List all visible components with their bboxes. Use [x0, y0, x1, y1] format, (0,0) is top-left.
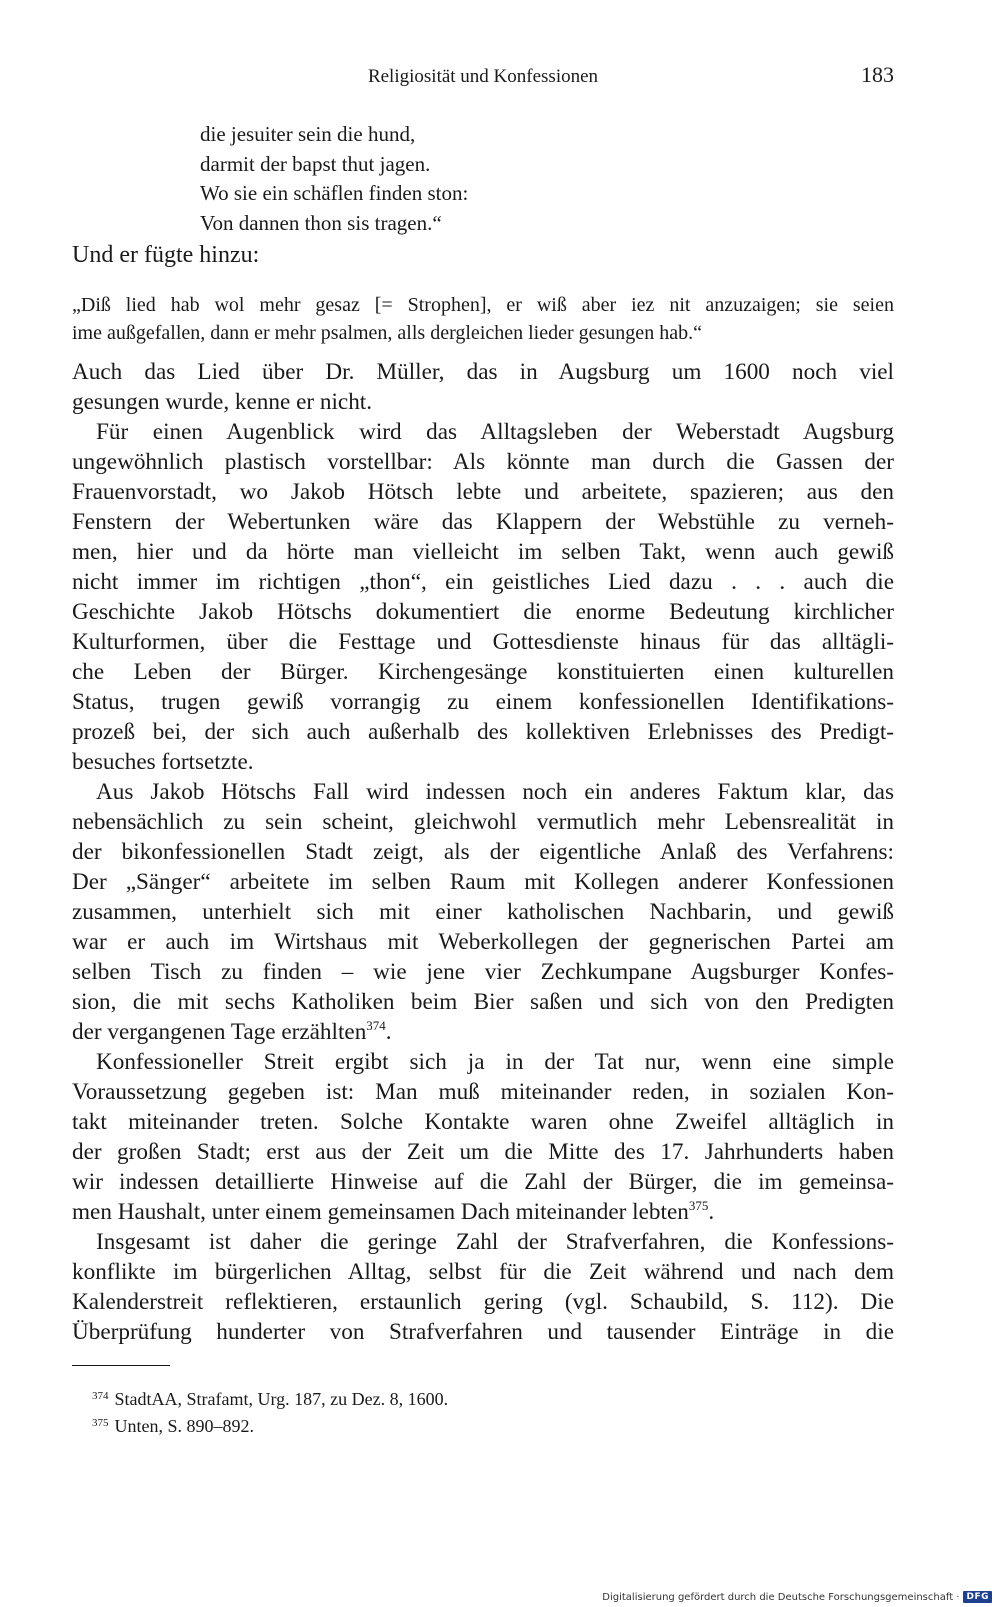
- block-quotation: [72, 291, 894, 347]
- text-line: prozeß bei, der sich auch außerhalb des kollektiven Erlebnisses des Predigt-: [72, 719, 894, 745]
- text-line: war er auch im Wirtshaus mit Weberkollegen der gegnerischen Partei am: [72, 929, 894, 955]
- body-text: [72, 357, 894, 1347]
- verse-line: die jesuiter sein die hund,: [200, 122, 416, 146]
- digitization-credit: [602, 1591, 992, 1603]
- text-line: besuches fortsetzte.: [72, 749, 254, 775]
- text-fragment: men Haushalt, unter einem gemeinsamen Dach miteinander lebten: [72, 1199, 689, 1225]
- text-line: sion, die mit sechs Katholiken beim Bier saßen und sich von den Predigten: [72, 989, 894, 1015]
- text-line: der bikonfessionellen Stadt zeigt, als der eigentliche Anlaß des Verfahrens:: [72, 839, 894, 865]
- footnotes: [92, 1384, 448, 1438]
- text-line: Kulturformen, über die Festtage und Gottesdienste hinaus für das alltägli-: [72, 629, 894, 655]
- intro-line: Und er fügte hinzu:: [72, 242, 260, 268]
- text-line: Geschichte Jakob Hötschs dokumentiert die enorme Bedeutung kirchlicher: [72, 599, 894, 625]
- text-line: men, hier und da hörte man vielleicht im selben Takt, wenn auch gewiß: [72, 539, 894, 565]
- footnote-text: StadtAA, Strafamt, Urg. 187, zu Dez. 8, 1600.: [114, 1389, 449, 1409]
- text-line: nebensächlich zu sein scheint, gleichwohl vermutlich mehr Lebensrealität in: [72, 809, 894, 835]
- text-line: selben Tisch zu finden – wie jene vier Zechkumpane Augsburger Konfes-: [72, 959, 894, 985]
- footnote-number: 375: [92, 1417, 109, 1429]
- verse-line: darmit der bapst thut jagen.: [200, 151, 431, 176]
- verse-line: Wo sie ein schäflen finden ston:: [200, 181, 469, 205]
- text-line: gesungen wurde, kenne er nicht.: [72, 389, 373, 415]
- text-line: Kalenderstreit reflektieren, erstaunlich gering (vgl. Schaubild, S. 112). Die: [72, 1289, 894, 1315]
- text-line: konflikte im bürgerlichen Alltag, selbst für die Zeit während und nach dem: [72, 1259, 894, 1285]
- text-line: Voraussetzung gegeben ist: Man muß miteinander reden, in sozialen Kon-: [72, 1079, 894, 1105]
- footnote-reference: 374: [366, 1018, 386, 1033]
- text-line: zusammen, unterhielt sich mit einer katholischen Nachbarin, und gewiß: [72, 899, 894, 925]
- text-line: nicht immer im richtigen „thon“, ein geistliches Lied dazu . . . auch die: [72, 569, 894, 595]
- footnote-reference: 375: [688, 1198, 709, 1213]
- text-line: Überprüfung hunderter von Strafverfahren und tausender Einträge in die: [72, 1319, 894, 1345]
- running-header: [72, 62, 894, 92]
- text-fragment: .: [385, 1019, 392, 1045]
- text-line: Frauenvorstadt, wo Jakob Hötsch lebte und arbeitete, spazieren; aus den: [72, 479, 894, 505]
- footnote: [92, 1411, 448, 1438]
- verse-quotation: [200, 120, 468, 238]
- footnote: [92, 1384, 448, 1411]
- text-line: der großen Stadt; erst aus der Zeit um die Mitte des 17. Jahrhunderts haben: [72, 1139, 894, 1165]
- footnote-text: Unten, S. 890–892.: [114, 1416, 254, 1436]
- verse-line: Von dannen thon sis tragen.“: [200, 210, 442, 235]
- text-fragment: der vergangenen Tage erzählten: [72, 1019, 367, 1045]
- text-line: Konfessioneller Streit ergibt sich ja in der Tat nur, wenn eine simple: [96, 1049, 894, 1075]
- text-line: ungewöhnlich plastisch vorstellbar: Als könnte man durch die Gassen der: [72, 449, 894, 475]
- text-line: [72, 1197, 894, 1227]
- text-line: che Leben der Bürger. Kirchengesänge konstituierten einen kulturellen: [72, 659, 894, 685]
- text-line: Status, trugen gewiß vorrangig zu einem konfessionellen Identifikations-: [72, 689, 894, 715]
- credit-text: Digitalisierung gefördert durch die Deutsche Forschungsgemeinschaft ·: [602, 1591, 960, 1603]
- text-line: [72, 1017, 894, 1047]
- text-line: Insgesamt ist daher die geringe Zahl der Strafverfahren, die Konfessions-: [96, 1229, 894, 1255]
- text-fragment: .: [708, 1199, 715, 1225]
- footnote-number: 374: [92, 1390, 109, 1402]
- text-line: Der „Sänger“ arbeitete im selben Raum mit Kollegen anderer Konfessionen: [72, 869, 894, 895]
- page-number: 183: [861, 62, 894, 87]
- text-line: Aus Jakob Hötschs Fall wird indessen noch ein anderes Faktum klar, das: [96, 779, 894, 805]
- running-title: Religiosität und Konfessionen: [367, 66, 599, 87]
- dfg-logo: DFG: [963, 1591, 992, 1603]
- quote-line: „Diß lied hab wol mehr gesaz [= Strophen], er wiß aber iez nit anzuzaigen; sie seien: [72, 294, 894, 316]
- text-line: Fenstern der Webertunken wäre das Klappern der Webstühle zu verneh-: [72, 509, 894, 535]
- text-line: Für einen Augenblick wird das Alltagsleben der Weberstadt Augsburg: [96, 419, 894, 445]
- text-line: Auch das Lied über Dr. Müller, das in Augsburg um 1600 noch viel: [72, 359, 894, 385]
- text-line: takt miteinander treten. Solche Kontakte waren ohne Zweifel alltäglich in: [72, 1109, 894, 1135]
- footnote-separator: [72, 1365, 170, 1366]
- text-line: wir indessen detaillierte Hinweise auf die Zahl der Bürger, die im gemeinsa-: [72, 1169, 894, 1195]
- quote-line: ime außgefallen, dann er mehr psalmen, alls dergleichen lieder gesungen hab.“: [72, 322, 702, 344]
